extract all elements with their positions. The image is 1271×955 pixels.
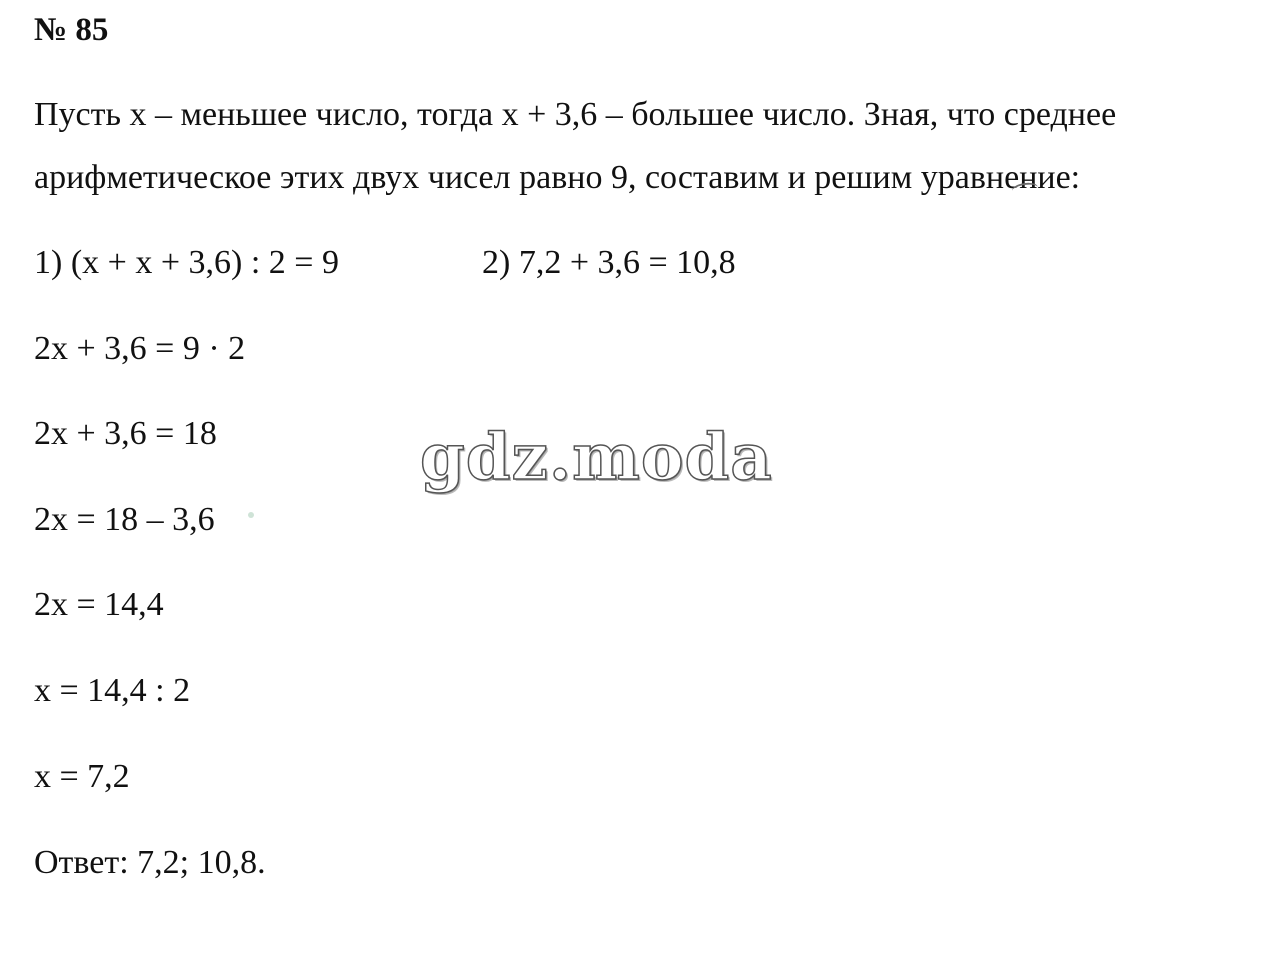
stray-mark xyxy=(248,512,254,518)
step-1-equation: 1) (х + х + 3,6) : 2 = 9 xyxy=(34,244,339,281)
solution-line: х = 7,2 xyxy=(34,758,130,795)
solution-line: 2х = 14,4 xyxy=(34,586,164,623)
watermark-logo: gdz.moda xyxy=(420,420,773,495)
problem-title: № 85 xyxy=(34,12,109,48)
solution-line: 2х + 3,6 = 18 xyxy=(34,415,217,452)
intro-line-1: Пусть х – меньшее число, тогда х + 3,6 – большее число. Зная, что среднее xyxy=(34,96,1117,133)
intro-line-2: арифметическое этих двух чисел равно 9, составим и решим уравнение: xyxy=(34,159,1081,196)
answer-line: Ответ: 7,2; 10,8. xyxy=(34,844,266,881)
step-2-equation: 2) 7,2 + 3,6 = 10,8 xyxy=(482,244,736,281)
solution-line: х = 14,4 : 2 xyxy=(34,672,191,709)
solution-line: 2х + 3,6 = 9 · 2 xyxy=(34,330,246,367)
solution-line: 2х = 18 – 3,6 xyxy=(34,501,215,538)
